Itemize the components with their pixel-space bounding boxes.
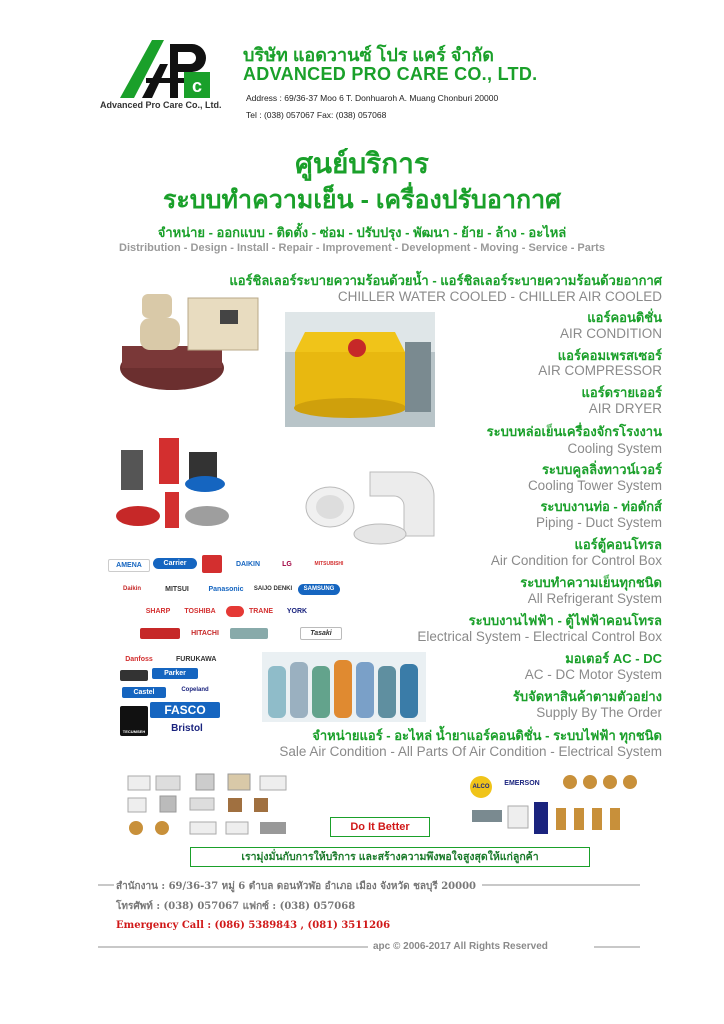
brand-logo-furukawa: FURUKAWA	[176, 656, 217, 663]
brand-logo-red-2	[226, 606, 244, 617]
page-title: ศูนย์บริการ	[295, 148, 429, 179]
brand-logo-saijo: SAIJO DENKI	[253, 586, 293, 592]
service-thai: ระบบทำความเย็นทุกชนิด	[520, 575, 662, 590]
service-thai: ระบบคูลลิ่งทาวน์เวอร์	[541, 462, 662, 477]
brand-logo-tecumseh: TECUMSEH	[120, 706, 148, 736]
service-english: Air Condition for Control Box	[490, 553, 662, 568]
brand-logo-mitsui: MITSUI	[165, 586, 189, 593]
brand-logo-york: YORK	[286, 608, 308, 615]
brand-logo-toshiba: TOSHIBA	[184, 608, 216, 615]
service-thai: แอร์ดรายเออร์	[581, 385, 662, 400]
brand-logo-red	[202, 555, 222, 573]
service-english: AC - DC Motor System	[524, 667, 662, 682]
divider	[594, 946, 640, 948]
slogan-badge: Do It Better	[330, 817, 430, 837]
divider	[98, 946, 368, 948]
emergency-call: Emergency Call : (086) 5389843 , (081) 3511206	[116, 920, 391, 931]
services-summary-thai: จำหน่าย - ออกแบบ - ติดตั้ง - ซ่อม - ปรับปรุง - พัฒนา - ย้าย - ล้าง - อะไหล่	[157, 225, 567, 240]
office-phone-thai: โทรศัพท์ : (038) 057067 แฟกซ์ : (038) 057068	[116, 901, 356, 912]
brand-logo-castel: Castel	[122, 687, 166, 698]
service-english: Piping - Duct System	[535, 515, 662, 530]
service-thai: รับจัดหาสินค้าตามตัวอย่าง	[512, 689, 662, 704]
brand-logo-mitsubishi: MITSUBISHI	[314, 561, 344, 567]
service-english: All Refrigerant System	[527, 591, 662, 606]
services-summary-english: Distribution - Design - Install - Repair - Improvement - Development - Moving - Service - Parts	[119, 242, 605, 254]
brand-logo-red-3	[140, 628, 180, 639]
service-thai: ระบบงานไฟฟ้า - ตู้ไฟฟ้าคอนโทรล	[468, 613, 662, 628]
page-subtitle: ระบบทำความเย็น - เครื่องปรับอากาศ	[162, 186, 562, 214]
company-phone: Tel : (038) 057067 Fax: (038) 057068	[246, 110, 387, 120]
air-compressor-image	[113, 432, 233, 532]
service-thai: จำหน่ายแอร์ - อะไหล่ น้ำยาแอร์คอนดิชั่น - ระบบไฟฟ้า ทุกชนิด	[312, 728, 662, 743]
office-address-thai: สำนักงาน : 69/36-37 หมู่ 6 ตำบล ดอนหัวฬ่อ อำเภอ เมือง จังหวัด ชลบุรี 20000	[116, 881, 476, 892]
brand-logo-fasco: FASCO	[150, 702, 220, 718]
service-english: Cooling System	[567, 441, 662, 456]
service-thai: มอเตอร์ AC - DC	[565, 651, 662, 666]
company-name-english: ADVANCED PRO CARE CO., LTD.	[243, 64, 538, 84]
brand-logo-copeland: Copeland	[181, 687, 209, 693]
brand-logo-lg: LG	[282, 561, 292, 568]
service-thai: แอร์คอนดิชั่น	[587, 310, 662, 325]
spare-parts-image	[120, 770, 300, 840]
refrigerant-cylinders-image	[262, 652, 426, 722]
service-english: CHILLER WATER COOLED - CHILLER AIR COOLED	[337, 289, 662, 304]
brand-logo-grey	[230, 628, 268, 639]
brand-logo-dark	[120, 670, 148, 681]
brand-logo-alco: ALCO	[470, 776, 492, 798]
brand-logo-bristol: Bristol	[171, 723, 203, 734]
brand-logo-small	[200, 670, 222, 681]
service-english: Sale Air Condition - All Parts Of Air Condition - Electrical System	[279, 744, 662, 759]
valves-image	[468, 800, 638, 836]
brand-logo-hitachi: HITACHI	[191, 630, 219, 637]
service-english: AIR COMPRESSOR	[538, 363, 662, 378]
service-thai: ระบบหล่อเย็นเครื่องจักรโรงงาน	[486, 424, 662, 439]
copyright: apc © 2006-2017 All Rights Reserved	[373, 941, 548, 952]
brand-logo-tasaki: Tasaki	[300, 627, 342, 640]
service-english: AIR CONDITION	[559, 326, 662, 341]
brand-logo-daikin-2: Daikin	[122, 586, 141, 592]
service-thai: ระบบงานท่อ - ท่อดักส์	[540, 499, 662, 514]
divider	[482, 884, 640, 886]
service-thai: แอร์ชิลเลอร์ระบายความร้อนด้วยน้ำ - แอร์ชิลเลอร์ระบายความร้อนด้วยอากาศ	[229, 273, 662, 288]
service-thai: แอร์คอมเพรสเซอร์	[557, 348, 662, 363]
brand-logo-daikin: DAIKIN	[235, 561, 261, 568]
service-english: AIR DRYER	[588, 401, 662, 416]
divider	[98, 884, 114, 886]
service-english: Cooling Tower System	[527, 478, 662, 493]
chiller-image	[112, 290, 272, 400]
svg-text:c: c	[191, 76, 203, 96]
motto-banner: เรามุ่งมั่นกับการให้บริการ และสร้างความพึงพอใจสูงสุดให้แก่ลูกค้า	[190, 847, 590, 867]
brand-logo-danfoss: Danfoss	[125, 656, 153, 663]
company-logo	[112, 38, 222, 102]
service-thai: แอร์ตู้คอนโทรล	[574, 537, 662, 552]
logo-caption: Advanced Pro Care Co., Ltd.	[100, 100, 222, 110]
brand-logo-samsung: SAMSUNG	[298, 584, 340, 595]
cooling-tower-image	[285, 312, 435, 427]
company-name-thai: บริษัท แอดวานซ์ โปร แคร์ จำกัด	[243, 45, 494, 65]
brand-logo-amena: AMENA	[108, 559, 150, 572]
duct-pipe-image	[300, 462, 440, 547]
brand-logo-carrier: Carrier	[153, 558, 197, 569]
service-english: Supply By The Order	[536, 705, 662, 720]
brand-logo-trane: TRANE	[248, 608, 274, 615]
fittings-image	[560, 770, 640, 800]
brand-logo-parker: Parker	[152, 668, 198, 679]
brand-logo-sharp: SHARP	[145, 608, 171, 615]
brand-logo-panasonic: Panasonic	[208, 586, 244, 593]
service-english: Electrical System - Electrical Control Box	[417, 629, 662, 644]
company-address: Address : 69/36-37 Moo 6 T. Donhuaroh A. Muang Chonburi 20000	[246, 93, 499, 103]
brand-logo-emerson: EMERSON	[504, 780, 540, 787]
